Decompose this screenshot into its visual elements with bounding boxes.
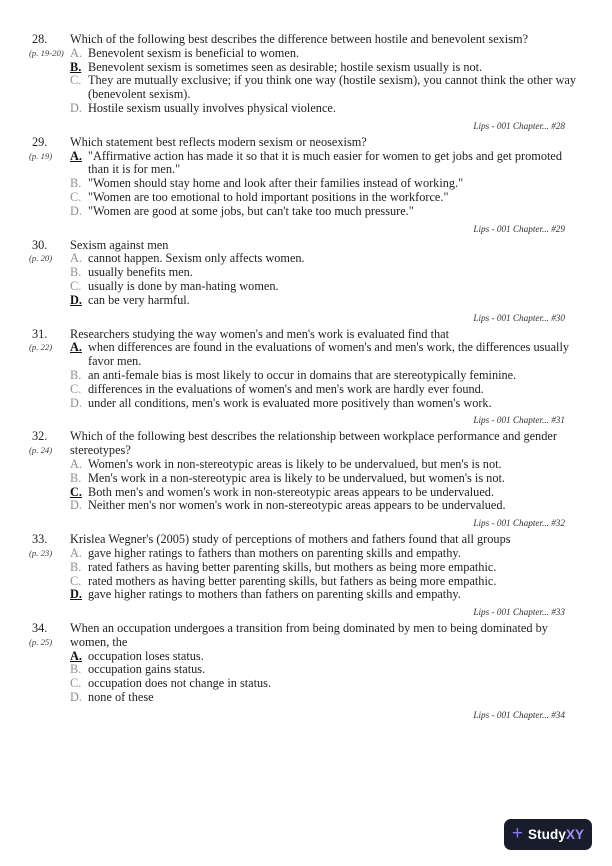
option-text: none of these bbox=[88, 690, 154, 705]
page-reference: (p. 23) bbox=[29, 547, 53, 558]
options-list bbox=[70, 150, 578, 219]
answer-option bbox=[70, 61, 578, 75]
option-letter: D. bbox=[70, 292, 82, 307]
question-body bbox=[70, 328, 578, 411]
source-citation: Lips - 001 Chapter... #28 bbox=[473, 120, 565, 131]
option-text: usually is done by man-hating women. bbox=[88, 278, 279, 293]
question-number: 30. bbox=[32, 237, 48, 252]
question-meta bbox=[29, 621, 70, 705]
answer-option bbox=[70, 383, 578, 397]
answer-option bbox=[70, 369, 578, 383]
option-text: an anti-female bias is most likely to occur in domains that are stereotypically feminine. bbox=[88, 367, 517, 382]
option-text: occupation loses status. bbox=[88, 648, 204, 663]
source-citation: Lips - 001 Chapter... #30 bbox=[473, 312, 565, 323]
question-text: Krislea Wegner's (2005) study of perceptions of mothers and fathers found that all groups bbox=[70, 532, 511, 547]
option-letter: B. bbox=[70, 59, 82, 74]
answer-option bbox=[70, 486, 578, 500]
answer-option bbox=[70, 205, 578, 219]
option-letter: C. bbox=[70, 573, 82, 588]
question-text: Researchers studying the way women's and men's work is evaluated find that bbox=[70, 326, 450, 341]
option-text: differences in the evaluations of women's and men's work are hardly ever found. bbox=[88, 381, 484, 396]
answer-option bbox=[70, 280, 578, 294]
question-block bbox=[29, 621, 578, 705]
plus-icon: + bbox=[511, 823, 523, 844]
option-text: rated mothers as having better parenting skills, but fathers as being more empathic. bbox=[88, 573, 497, 588]
question-body bbox=[70, 622, 578, 705]
question-body bbox=[70, 430, 578, 513]
option-letter: A. bbox=[70, 340, 82, 355]
answer-option bbox=[70, 191, 578, 205]
page-reference: (p. 19-20) bbox=[29, 47, 64, 58]
option-text: can be very harmful. bbox=[88, 292, 190, 307]
options-list bbox=[70, 47, 578, 116]
answer-option bbox=[70, 102, 578, 116]
option-text: when differences are found in the evaluations of women's and men's work, the differences usually favor men. bbox=[88, 340, 570, 369]
option-text: Benevolent sexism is sometimes seen as desirable; hostile sexism usually is not. bbox=[88, 59, 483, 74]
answer-option bbox=[70, 547, 578, 561]
option-letter: C. bbox=[70, 73, 82, 88]
question-text: Which of the following best describes the relationship between workplace performance and gender stereotypes? bbox=[70, 429, 557, 458]
question-text: When an occupation undergoes a transition from being dominated by men to being dominated by women, the bbox=[70, 621, 548, 649]
answer-option bbox=[70, 266, 578, 280]
option-text: occupation gains status. bbox=[88, 662, 206, 677]
page-reference: (p. 22) bbox=[29, 342, 53, 353]
question-number: 32. bbox=[32, 429, 48, 444]
question-block bbox=[29, 32, 578, 116]
answer-option bbox=[70, 663, 578, 677]
brand-name-accent: XY bbox=[565, 827, 585, 842]
option-letter: B. bbox=[70, 265, 82, 280]
answer-option bbox=[70, 47, 578, 61]
option-letter: B. bbox=[70, 470, 82, 485]
option-letter: C. bbox=[70, 381, 82, 396]
option-letter: D. bbox=[70, 498, 82, 513]
option-text: "Women are good at some jobs, but can't take too much pressure." bbox=[88, 203, 414, 218]
question-body bbox=[70, 136, 578, 219]
option-text: Neither men's nor women's work in non-stereotypic areas appears to be undervalued. bbox=[88, 498, 506, 513]
option-text: "Women are too emotional to hold important positions in the workforce." bbox=[88, 189, 449, 204]
answer-option bbox=[70, 74, 578, 102]
answer-option bbox=[70, 677, 578, 691]
answer-option bbox=[70, 294, 578, 308]
page-reference: (p. 25) bbox=[29, 636, 53, 647]
option-text: "Affirmative action has made it so that it is much easier for women to get jobs and get promoted than it is for men." bbox=[88, 148, 563, 177]
options-list bbox=[70, 341, 578, 410]
options-list bbox=[70, 650, 578, 705]
source-citation: Lips - 001 Chapter... #33 bbox=[473, 607, 565, 618]
option-text: "Women should stay home and look after their families instead of working." bbox=[88, 176, 464, 191]
source-citation: Lips - 001 Chapter... #31 bbox=[473, 415, 565, 426]
page-reference: (p. 19) bbox=[29, 150, 53, 161]
answer-option bbox=[70, 397, 578, 411]
option-letter: D. bbox=[70, 203, 82, 218]
question-block bbox=[29, 237, 578, 308]
question-text: Which of the following best describes the difference between hostile and benevolent sexism? bbox=[70, 32, 529, 46]
options-list bbox=[70, 458, 578, 513]
question-text: Sexism against men bbox=[70, 237, 169, 252]
question-body bbox=[70, 533, 578, 602]
question-number: 29. bbox=[32, 134, 48, 149]
question-number: 28. bbox=[32, 32, 48, 46]
question-number: 33. bbox=[32, 532, 48, 547]
brand-name-primary: Study bbox=[527, 827, 566, 842]
answer-option bbox=[70, 499, 578, 513]
options-list bbox=[70, 252, 578, 307]
answer-option bbox=[70, 575, 578, 589]
question-number: 34. bbox=[32, 621, 48, 636]
question-block bbox=[29, 532, 578, 602]
option-text: usually benefits men. bbox=[88, 265, 193, 280]
answer-option bbox=[70, 458, 578, 472]
option-text: under all conditions, men's work is evaluated more positively than women's work. bbox=[88, 395, 492, 410]
option-letter: C. bbox=[70, 278, 82, 293]
studyxy-badge[interactable] bbox=[504, 819, 592, 850]
option-text: They are mutually exclusive; if you think one way (hostile sexism), you cannot think the other way (benevolent sexism). bbox=[88, 73, 577, 102]
question-meta bbox=[29, 429, 70, 513]
option-letter: A. bbox=[70, 545, 82, 560]
question-block bbox=[29, 134, 578, 219]
option-letter: A. bbox=[70, 648, 82, 663]
option-letter: A. bbox=[70, 251, 82, 266]
option-text: Hostile sexism usually involves physical violence. bbox=[88, 100, 336, 115]
source-citation: Lips - 001 Chapter... #34 bbox=[473, 709, 565, 720]
answer-option bbox=[70, 150, 578, 178]
option-text: Both men's and women's work in non-stereotypic areas appears to be undervalued. bbox=[88, 484, 495, 499]
option-text: gave higher ratings to fathers than mothers on parenting skills and empathy. bbox=[88, 545, 461, 560]
page-reference: (p. 20) bbox=[29, 253, 53, 264]
answer-option bbox=[70, 650, 578, 664]
answer-option bbox=[70, 588, 578, 602]
answer-option bbox=[70, 472, 578, 486]
option-letter: B. bbox=[70, 176, 82, 191]
option-letter: B. bbox=[70, 662, 82, 677]
option-letter: C. bbox=[70, 676, 82, 691]
question-meta bbox=[29, 32, 70, 116]
option-letter: B. bbox=[70, 367, 82, 382]
brand-name bbox=[528, 827, 584, 842]
question-block bbox=[29, 429, 578, 513]
question-number: 31. bbox=[32, 326, 48, 341]
options-list bbox=[70, 547, 578, 602]
option-text: Benevolent sexism is beneficial to women. bbox=[88, 45, 300, 60]
option-letter: D. bbox=[70, 395, 82, 410]
question-text: Which statement best reflects modern sexism or neosexism? bbox=[70, 134, 367, 149]
option-letter: C. bbox=[70, 484, 82, 499]
answer-option bbox=[70, 252, 578, 266]
option-letter: C. bbox=[70, 189, 82, 204]
answer-option bbox=[70, 341, 578, 369]
question-body bbox=[70, 33, 578, 116]
question-meta bbox=[29, 134, 70, 219]
option-letter: A. bbox=[70, 148, 82, 163]
question-meta bbox=[29, 532, 70, 602]
option-text: gave higher ratings to mothers than fathers on parenting skills and empathy. bbox=[88, 587, 461, 602]
option-text: Men's work in a non-stereotypic area is likely to be undervalued, but women's is not. bbox=[88, 470, 505, 485]
source-citation: Lips - 001 Chapter... #32 bbox=[473, 518, 565, 529]
option-text: Women's work in non-stereotypic areas is likely to be undervalued, but men's is not. bbox=[88, 456, 502, 471]
question-meta bbox=[29, 326, 70, 411]
answer-option bbox=[70, 561, 578, 575]
option-text: rated fathers as having better parenting skills, but mothers as being more empathic. bbox=[88, 559, 497, 574]
option-letter: D. bbox=[70, 587, 82, 602]
answer-option bbox=[70, 691, 578, 705]
option-text: occupation does not change in status. bbox=[88, 676, 272, 691]
option-letter: D. bbox=[70, 690, 82, 705]
option-text: cannot happen. Sexism only affects women. bbox=[88, 251, 305, 266]
answer-option bbox=[70, 177, 578, 191]
question-meta bbox=[29, 237, 70, 308]
option-letter: B. bbox=[70, 559, 82, 574]
question-body bbox=[70, 239, 578, 308]
option-letter: A. bbox=[70, 45, 82, 60]
question-block bbox=[29, 326, 578, 411]
option-letter: D. bbox=[70, 100, 82, 115]
page-reference: (p. 24) bbox=[29, 445, 53, 456]
option-letter: A. bbox=[70, 456, 82, 471]
source-citation: Lips - 001 Chapter... #29 bbox=[473, 223, 565, 234]
